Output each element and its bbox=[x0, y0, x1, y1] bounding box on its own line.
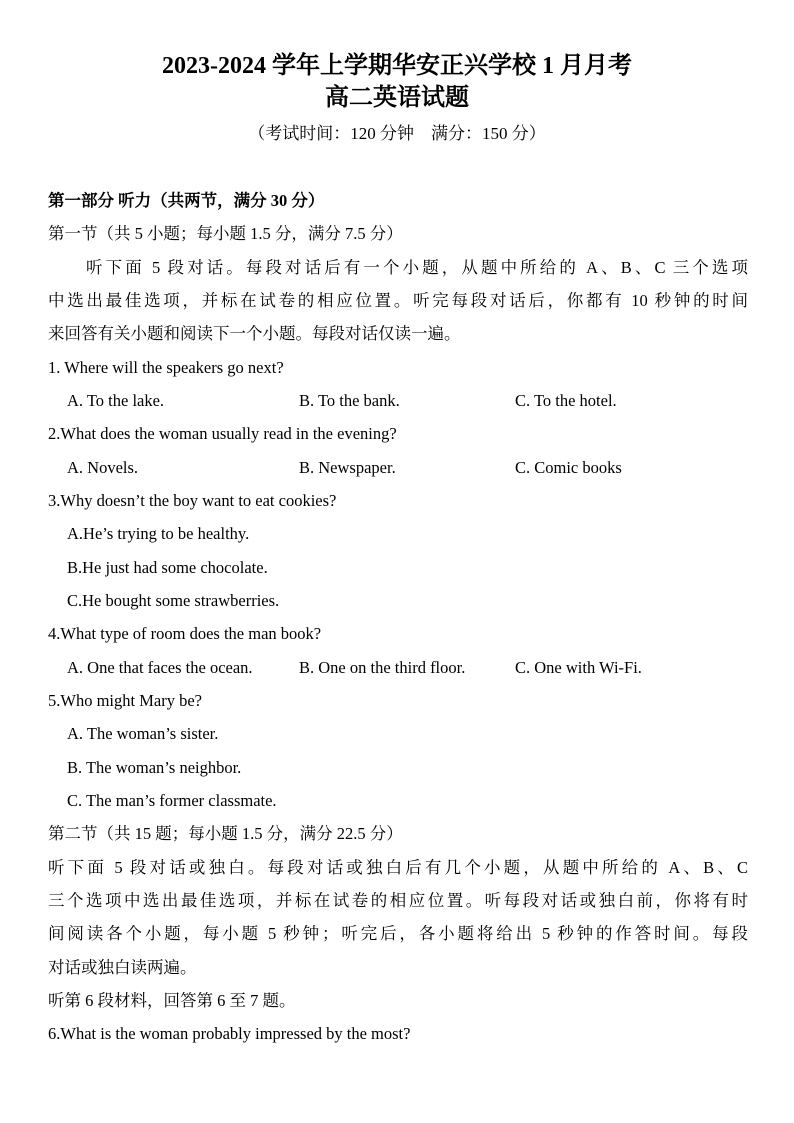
question-6-stem: 6.What is the woman probably impressed by the most? bbox=[48, 1024, 411, 1043]
question-2-stem: 2.What does the woman usually read in the evening? bbox=[48, 424, 397, 443]
question-5-option-c: C. The man’s former classmate. bbox=[67, 791, 277, 810]
question-4-stem: 4.What type of room does the man book? bbox=[48, 624, 322, 643]
question-3-option-b: B.He just had some chocolate. bbox=[67, 558, 268, 577]
question-4-option-a: A. One that faces the ocean. bbox=[67, 658, 253, 677]
question-2-option-c: C. Comic books bbox=[515, 458, 622, 477]
question-5-stem: 5.Who might Mary be? bbox=[48, 691, 202, 710]
part1-heading: 第一部分 听力（共两节，满分 30 分） bbox=[48, 191, 325, 210]
section1-heading: 第一节（共 5 小题；每小题 1.5 分，满分 7.5 分） bbox=[48, 224, 403, 243]
section1-instructions-line-1: 听下面 5 段对话。每段对话后有一个小题，从题中所给的 A、B、C 三个选项 bbox=[86, 258, 748, 277]
question-4-option-b: B. One on the third floor. bbox=[299, 658, 466, 677]
exam-title: 2023-2024 学年上学期华安正兴学校 1 月月考 bbox=[162, 53, 632, 79]
section2-instructions-line-2: 三个选项中选出最佳选项，并标在试卷的相应位置。听每段对话或独白前，你将有时 bbox=[48, 891, 748, 910]
question-2-option-a: A. Novels. bbox=[67, 458, 139, 477]
material-note: 听第 6 段材料，回答第 6 至 7 题。 bbox=[48, 991, 296, 1010]
question-3-option-c: C.He bought some strawberries. bbox=[67, 591, 280, 610]
question-5-option-a: A. The woman’s sister. bbox=[67, 724, 219, 743]
question-5-option-b: B. The woman’s neighbor. bbox=[67, 758, 242, 777]
section2-instructions-line-4: 对话或独白读两遍。 bbox=[48, 958, 197, 977]
question-3-stem: 3.Why doesn’t the boy want to eat cookies? bbox=[48, 491, 337, 510]
section1-instructions-line-3: 来回答有关小题和阅读下一个小题。每段对话仅读一遍。 bbox=[48, 324, 461, 343]
section2-instructions-line-1: 听下面 5 段对话或独白。每段对话或独白后有几个小题，从题中所给的 A、B、C bbox=[48, 858, 748, 877]
question-2-option-b: B. Newspaper. bbox=[299, 458, 396, 477]
question-1-option-a: A. To the lake. bbox=[67, 391, 165, 410]
question-1-stem: 1. Where will the speakers go next? bbox=[48, 358, 284, 377]
question-1-option-b: B. To the bank. bbox=[299, 391, 400, 410]
exam-info: （考试时间：120 分钟 满分：150 分） bbox=[248, 124, 546, 143]
exam-subject-title: 高二英语试题 bbox=[325, 85, 469, 111]
question-1-option-c: C. To the hotel. bbox=[515, 391, 617, 410]
section1-instructions-line-2: 中选出最佳选项，并标在试卷的相应位置。听完每段对话后，你都有 10 秒钟的时间 bbox=[48, 291, 748, 310]
section2-instructions-line-3: 间阅读各个小题，每小题 5 秒钟；听完后，各小题将给出 5 秒钟的作答时间。每段 bbox=[48, 924, 748, 943]
section2-heading: 第二节（共 15 题；每小题 1.5 分，满分 22.5 分） bbox=[48, 824, 403, 843]
question-3-option-a: A.He’s trying to be healthy. bbox=[67, 524, 250, 543]
question-4-option-c: C. One with Wi-Fi. bbox=[515, 658, 642, 677]
